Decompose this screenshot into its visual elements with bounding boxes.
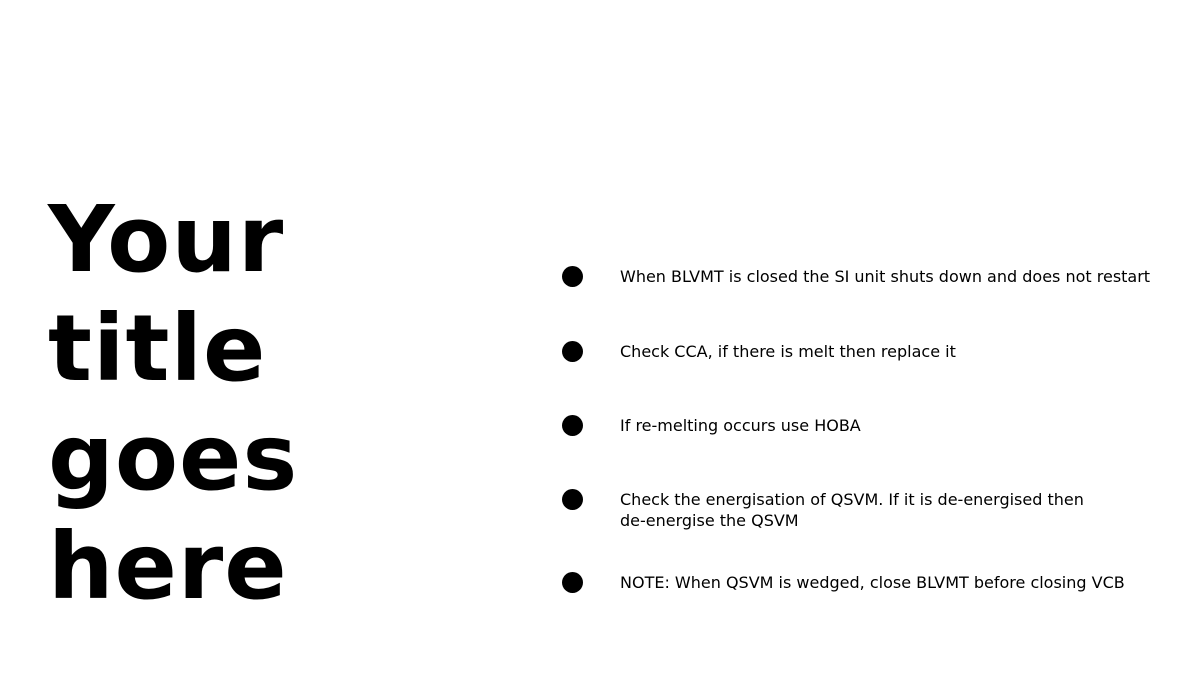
bullet-dot-icon <box>562 415 583 436</box>
bullet-text: If re-melting occurs use HOBA <box>620 416 861 435</box>
bullet-text: Check the energisation of QSVM. If it is de-energised then de-energise the QSVM <box>620 490 1084 530</box>
bullet-list <box>560 0 1180 675</box>
bullet-text: When BLVMT is closed the SI unit shuts down and does not restart <box>620 267 1151 286</box>
bullet-text: NOTE: When QSVM is wedged, close BLVMT before closing VCB <box>620 573 1125 592</box>
bullet-dot-icon <box>562 341 583 362</box>
bullet-dot-icon <box>562 572 583 593</box>
bullet-text: Check CCA, if there is melt then replace it <box>620 342 956 361</box>
bullet-dot-icon <box>562 489 583 510</box>
title-line: here <box>48 513 288 620</box>
title-line: goes <box>48 404 299 511</box>
title-line: Your <box>48 186 285 293</box>
slide-title <box>48 185 488 621</box>
bullet-dot-icon <box>562 266 583 287</box>
title-line: title <box>48 295 267 402</box>
